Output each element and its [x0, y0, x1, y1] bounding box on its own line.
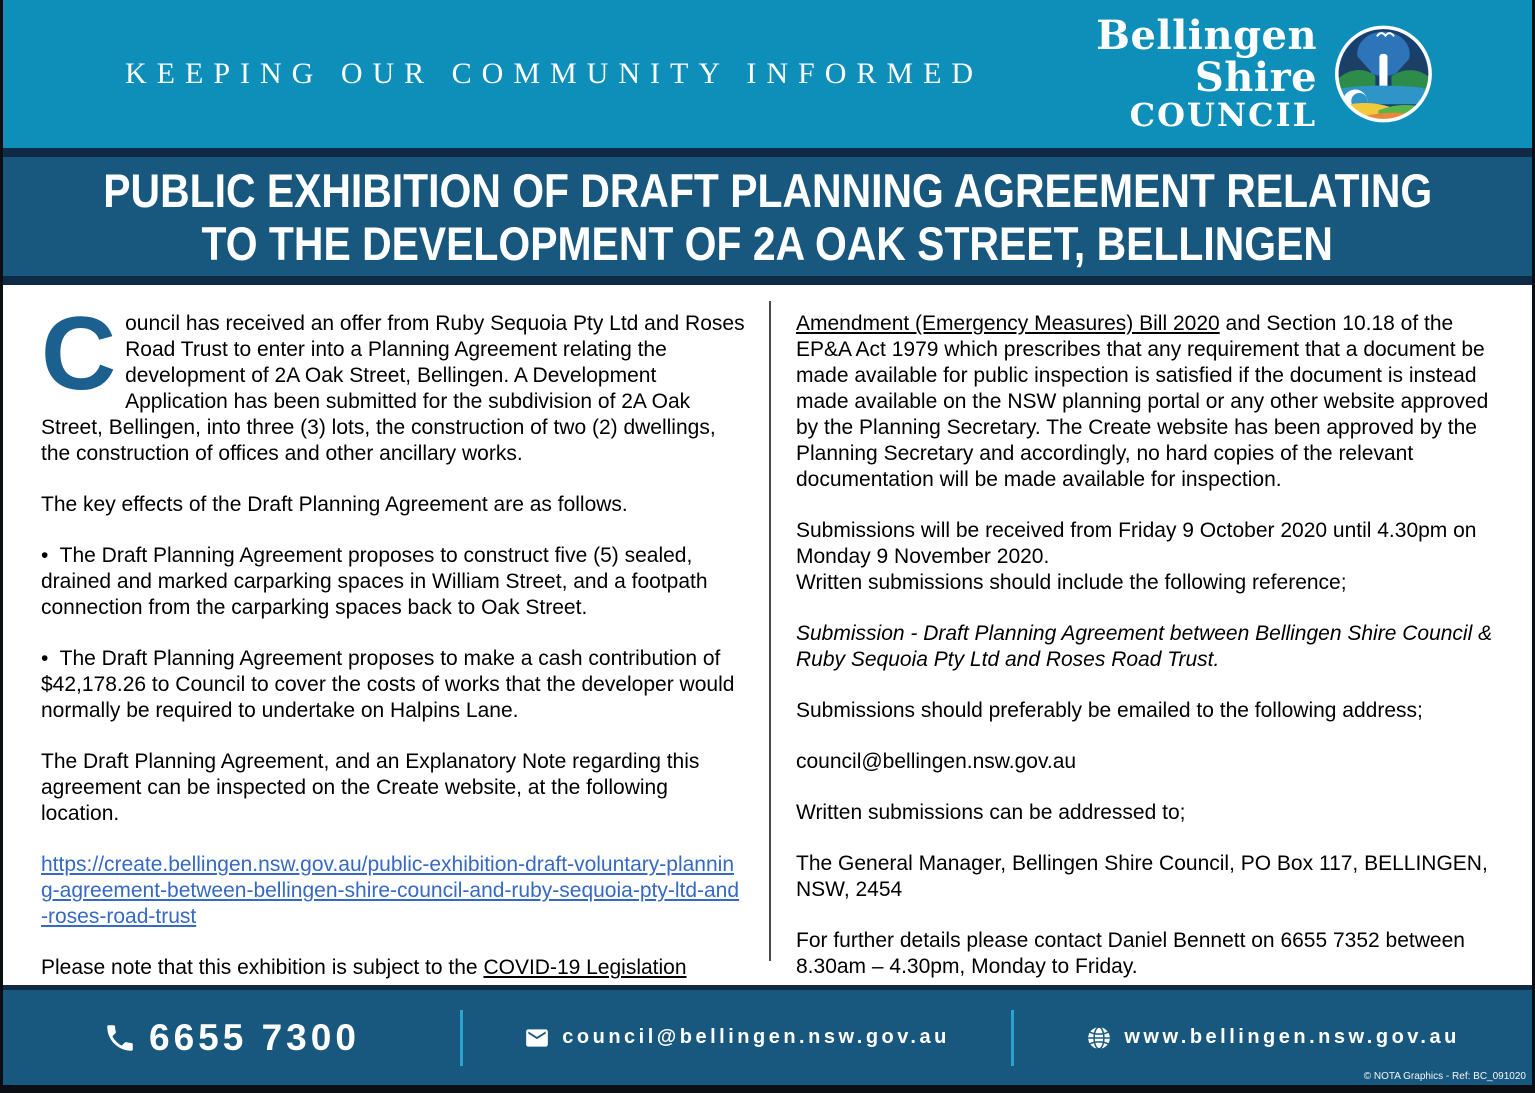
left-column — [3, 285, 769, 985]
header-tagline: KEEPING OUR COMMUNITY INFORMED — [125, 57, 984, 90]
submissions-reference-note: Written submissions should include the following reference; — [796, 571, 1347, 594]
footer-bar — [3, 990, 1532, 1085]
submission-reference-line: Submission - Draft Planning Agreement between Bellingen Shire Council & Ruby Sequoia Pty Ltd and Roses Road Trust. — [796, 622, 1493, 671]
notice-body — [3, 285, 1532, 985]
divider-strip-top — [3, 148, 1532, 157]
header-bar — [3, 0, 1532, 148]
covid-note-paragraph — [41, 955, 745, 981]
inspection-paragraph: The Draft Planning Agreement, and an Explanatory Note regarding this agreement can be inspected on the Create website, at the following location. — [41, 750, 700, 825]
email-instruction: Submissions should preferably be emailed to the following address; — [796, 699, 1423, 722]
council-name: Bellingen Shire — [1096, 12, 1318, 102]
council-brand — [983, 12, 1434, 135]
legislation-text: and Section 10.18 of the EP&A Act 1979 which prescribes that any requirement that a document be made available for public inspection is satisfied if the document is instead made available on the NSW planning portal or any other website approved by the Planning Secretary. The Create website has been approved by the Planning Secretary and accordingly, no hard copies of the relevant documentation will be made available for inspection. — [796, 312, 1489, 491]
drop-cap: C — [41, 296, 117, 412]
create-website-link[interactable]: https://create.bellingen.nsw.gov.au/public-exhibition-draft-voluntary-planning-agreement-between-bellingen-shire-council-and-ruby-sequoia-pty-ltd-and-roses-road-trust — [41, 853, 740, 928]
envelope-icon — [524, 1025, 550, 1051]
council-word: COUNCIL — [1129, 96, 1318, 135]
notice-title-line2: TO THE DEVELOPMENT OF 2A OAK STREET, BELLINGEN — [201, 216, 1334, 270]
footer-phone-group — [3, 1017, 460, 1059]
contact-details: For further details please contact Daniel Bennett on 6655 7352 between 8.30am – 4.30pm, Monday to Friday. — [796, 929, 1465, 978]
submissions-dates-paragraph — [796, 518, 1498, 596]
amendment-bill-underlined: Amendment (Emergency Measures) Bill 2020 — [796, 312, 1220, 335]
footer-email-group — [463, 1025, 1011, 1051]
credit-line: © NOTA Graphics - Ref: BC_091020 — [1363, 1071, 1526, 1082]
written-submissions-note: Written submissions can be addressed to; — [796, 801, 1186, 824]
postal-address: The General Manager, Bellingen Shire Council, PO Box 117, BELLINGEN, NSW, 2454 — [796, 852, 1488, 901]
footer-phone-number: 6655 7300 — [149, 1016, 360, 1058]
intro-paragraph — [41, 296, 745, 467]
right-column — [771, 285, 1532, 985]
bullet-carparking: • The Draft Planning Agreement proposes to construct five (5) sealed, drained and marked carparking spaces in William Street, and a footpath connection from the carparking spaces back to Oak Street. — [41, 544, 714, 619]
notice-title-bar — [3, 157, 1532, 276]
globe-icon — [1086, 1025, 1112, 1051]
bottom-border-strip — [3, 1085, 1532, 1093]
phone-icon — [103, 1021, 137, 1055]
legislation-paragraph — [796, 311, 1498, 493]
covid-legislation-underlined: COVID-19 Legislation — [483, 956, 687, 979]
intro-text: ouncil has received an offer from Ruby Sequoia Pty Ltd and Roses Road Trust to enter into a Planning Agreement relating the development of 2A Oak Street, Bellingen. A Development Application has been submitted for the subdivision of 2A Oak Street, Bellingen, into three (3) lots, the construction of two (2) dwellings, the construction of offices and other ancillary works. — [41, 312, 745, 465]
council-brand-text — [983, 12, 1318, 135]
footer-website-text: www.bellingen.nsw.gov.au — [1124, 1026, 1460, 1048]
notice-title-line1: PUBLIC EXHIBITION OF DRAFT PLANNING AGREEMENT RELATING — [103, 163, 1432, 217]
divider-strip-bottom — [3, 276, 1532, 285]
footer-website-group — [1014, 1025, 1532, 1051]
council-email-text: council@bellingen.nsw.gov.au — [796, 750, 1077, 773]
council-logo-icon — [1333, 20, 1434, 128]
footer-email-text: council@bellingen.nsw.gov.au — [562, 1026, 950, 1048]
covid-note-prefix: Please note that this exhibition is subject to the — [41, 956, 484, 979]
bullet-cash-contribution: • The Draft Planning Agreement proposes to make a cash contribution of $42,178.26 to Council to cover the costs of works that the developer would normally be required to undertake on Halpins Lane. — [41, 647, 741, 722]
submissions-dates: Submissions will be received from Friday 9 October 2020 until 4.30pm on Monday 9 November 2020. — [796, 519, 1477, 568]
key-effects-paragraph: The key effects of the Draft Planning Agreement are as follows. — [41, 493, 628, 516]
link-paragraph — [41, 852, 745, 930]
